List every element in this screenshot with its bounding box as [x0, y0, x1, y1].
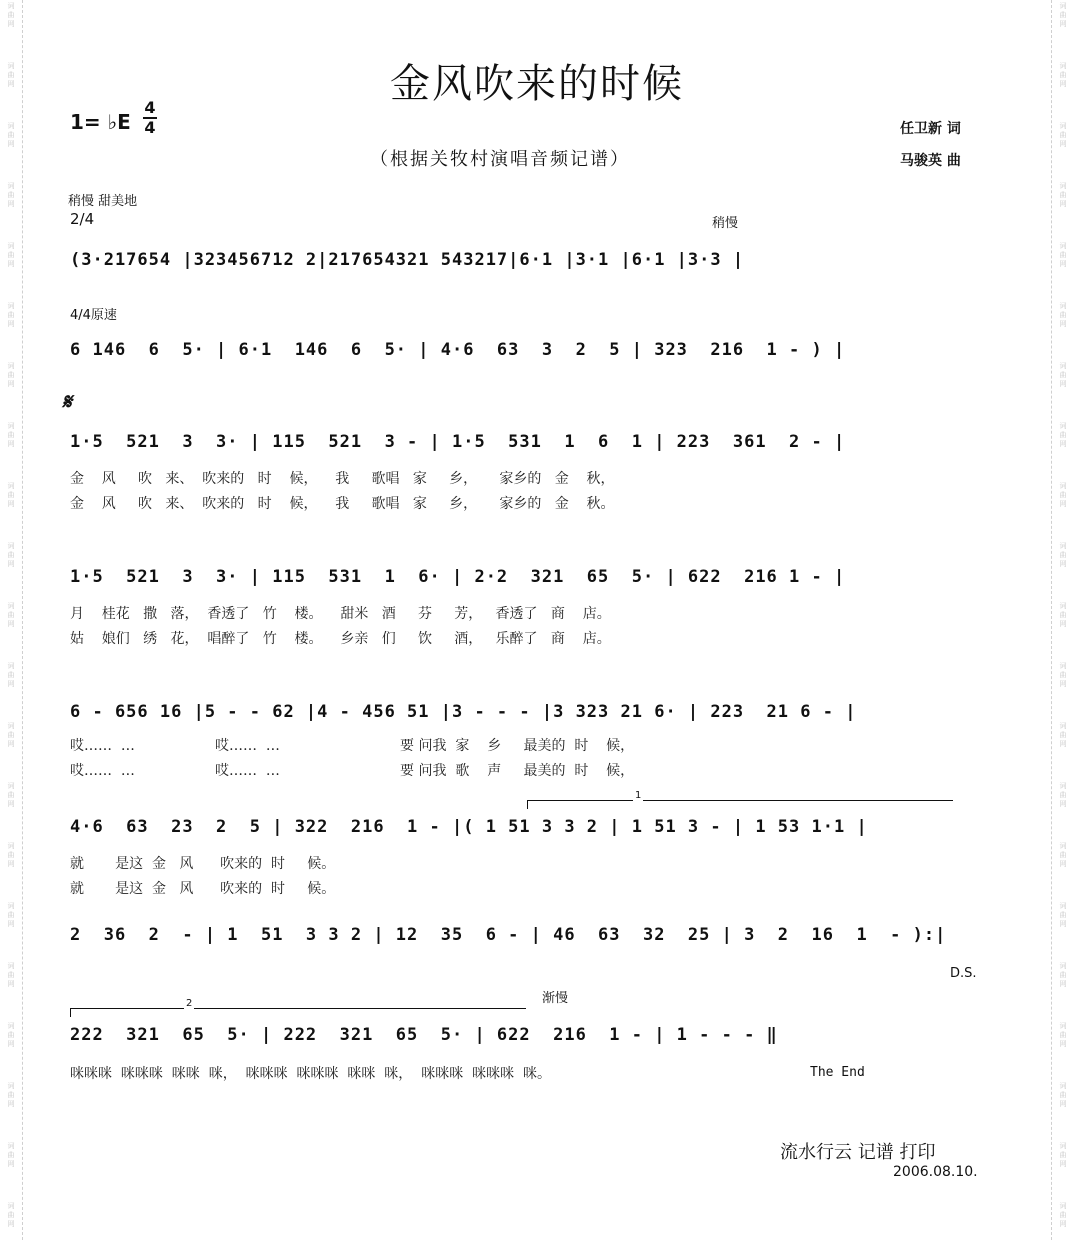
subtitle: （根据关牧村演唱音频记谱） — [370, 149, 630, 170]
tempo-intro: 稍慢 甜美地 — [68, 194, 138, 209]
volta-first — [527, 790, 953, 809]
watermark-text: 词 曲 网 — [7, 482, 15, 508]
watermark-text: 词 曲 网 — [7, 902, 15, 928]
watermark-text: 词 曲 网 — [7, 2, 15, 28]
watermark-text: 词 曲 网 — [1059, 122, 1067, 148]
lyricist-credit: 任卫新 词 — [900, 121, 961, 137]
watermark-text: 词 曲 网 — [7, 362, 15, 388]
watermark-text: 词 曲 网 — [1059, 2, 1067, 28]
time-signature — [143, 100, 157, 136]
watermark-text: 词 曲 网 — [7, 722, 15, 748]
notation-row-2: 6 146 6 5· | 6·1 146 6 5· | 4·6 63 3 2 5 | 323 216 1 - ) | — [70, 340, 846, 360]
notation-row-4: 1·5 521 3 3· | 115 531 1 6· | 2·2 321 65 5· | 622 216 1 - | — [70, 567, 846, 587]
watermark-text: 词 曲 网 — [7, 1202, 15, 1228]
key-signature: 1= ♭E — [70, 110, 131, 134]
footer-credit: 流水行云 记谱 打印 — [780, 1142, 936, 1163]
intro-meter: 2/4 — [70, 210, 95, 228]
watermark-text: 词 曲 网 — [7, 1022, 15, 1048]
watermark-text: 词 曲 网 — [7, 422, 15, 448]
watermark-text: 词 曲 网 — [1059, 242, 1067, 268]
watermark-text: 词 曲 网 — [1059, 662, 1067, 688]
watermark-text: 词 曲 网 — [7, 662, 15, 688]
tempo-rit: 渐慢 — [542, 991, 569, 1006]
watermark-text: 词 曲 网 — [1059, 542, 1067, 568]
watermark-text: 词 曲 网 — [1059, 62, 1067, 88]
lyric-row-3a: 金 风 吹 来、 吹来的 时 候， 我 歌唱 家 乡， 家乡的 金 秋， — [70, 471, 615, 487]
watermark-text: 词 曲 网 — [7, 302, 15, 328]
watermark-text: 词 曲 网 — [1059, 902, 1067, 928]
watermark-text: 词 曲 网 — [1059, 1022, 1067, 1048]
footer-date: 2006.08.10. — [893, 1164, 978, 1180]
lyric-row-6a: 就 是这 金 风 吹来的 时 候。 — [70, 856, 336, 872]
watermark-text: 词 曲 网 — [7, 842, 15, 868]
notation-row-1: (3·217654 |323456712 2|217654321 543217|6·1 |3·1 |6·1 |3·3 | — [70, 250, 745, 270]
watermark-text: 词 曲 网 — [1059, 1082, 1067, 1108]
watermark-text: 词 曲 网 — [7, 122, 15, 148]
watermark-text: 词 曲 网 — [7, 962, 15, 988]
notation-row-7: 2 36 2 - | 1 51 3 3 2 | 12 35 6 - | 46 63 32 25 | 3 2 16 1 - ):| — [70, 925, 947, 945]
volta-second — [70, 998, 526, 1017]
tempo-primo: 4/4原速 — [70, 308, 117, 323]
lyric-row-3b: 金 风 吹 来、 吹来的 时 候， 我 歌唱 家 乡， 家乡的 金 秋。 — [70, 496, 615, 512]
left-watermark-strip — [0, 0, 23, 1240]
notation-row-5: 6 - 656 16 |5 - - 62 |4 - 456 51 |3 - - - |3 323 21 6· | 223 21 6 - | — [70, 702, 857, 722]
watermark-text: 词 曲 网 — [7, 602, 15, 628]
watermark-text: 词 曲 网 — [1059, 722, 1067, 748]
composer-credit: 马骏英 曲 — [900, 153, 961, 169]
lyric-row-8a: 咪咪咪 咪咪咪 咪咪 咪， 咪咪咪 咪咪咪 咪咪 咪， 咪咪咪 咪咪咪 咪。 — [70, 1066, 552, 1082]
lyric-row-4b: 姑 娘们 绣 花， 唱醉了 竹 楼。 乡亲 们 饮 酒， 乐醉了 商 店。 — [70, 631, 611, 647]
right-watermark-strip — [1051, 0, 1074, 1240]
watermark-text: 词 曲 网 — [7, 782, 15, 808]
watermark-text: 词 曲 网 — [1059, 302, 1067, 328]
watermark-text: 词 曲 网 — [1059, 1142, 1067, 1168]
dal-segno: D.S. — [950, 966, 977, 981]
watermark-text: 词 曲 网 — [1059, 1202, 1067, 1228]
watermark-text: 词 曲 网 — [1059, 422, 1067, 448]
watermark-text: 词 曲 网 — [1059, 182, 1067, 208]
end-mark: The End — [810, 1065, 865, 1080]
watermark-text: 词 曲 网 — [1059, 842, 1067, 868]
watermark-text: 词 曲 网 — [1059, 782, 1067, 808]
volta-first-label: 1 — [635, 790, 642, 801]
lyric-row-5b: 哎…… … 哎…… … 要 问我 歌 声 最美的 时 候， — [70, 763, 635, 779]
meter-bottom: 4 — [144, 118, 156, 137]
tempo-slow: 稍慢 — [712, 216, 739, 231]
watermark-text: 词 曲 网 — [7, 182, 15, 208]
watermark-text: 词 曲 网 — [7, 1142, 15, 1168]
meter-top: 4 — [144, 98, 156, 117]
watermark-text: 词 曲 网 — [7, 62, 15, 88]
lyric-row-4a: 月 桂花 撒 落， 香透了 竹 楼。 甜米 酒 芬 芳， 香透了 商 店。 — [70, 606, 611, 622]
notation-row-8: 222 321 65 5· | 222 321 65 5· | 622 216 1 - | 1 - - - ‖ — [70, 1025, 778, 1045]
lyric-row-6b: 就 是这 金 风 吹来的 时 候。 — [70, 881, 336, 897]
notation-row-6: 4·6 63 23 2 5 | 322 216 1 - |( 1 51 3 3 2 | 1 51 3 - | 1 53 1·1 | — [70, 817, 868, 837]
lyric-row-5a: 哎…… … 哎…… … 要 问我 家 乡 最美的 时 候， — [70, 738, 635, 754]
watermark-text: 词 曲 网 — [1059, 962, 1067, 988]
watermark-text: 词 曲 网 — [7, 542, 15, 568]
volta-second-label: 2 — [186, 998, 193, 1009]
watermark-text: 词 曲 网 — [1059, 482, 1067, 508]
segno-sign: 𝄋 — [62, 390, 72, 415]
watermark-text: 词 曲 网 — [7, 1082, 15, 1108]
notation-row-3: 1·5 521 3 3· | 115 521 3 - | 1·5 531 1 6 1 | 223 361 2 - | — [70, 432, 846, 452]
watermark-text: 词 曲 网 — [1059, 602, 1067, 628]
watermark-text: 词 曲 网 — [1059, 362, 1067, 388]
song-title: 金风吹来的时候 — [390, 61, 684, 107]
watermark-text: 词 曲 网 — [7, 242, 15, 268]
